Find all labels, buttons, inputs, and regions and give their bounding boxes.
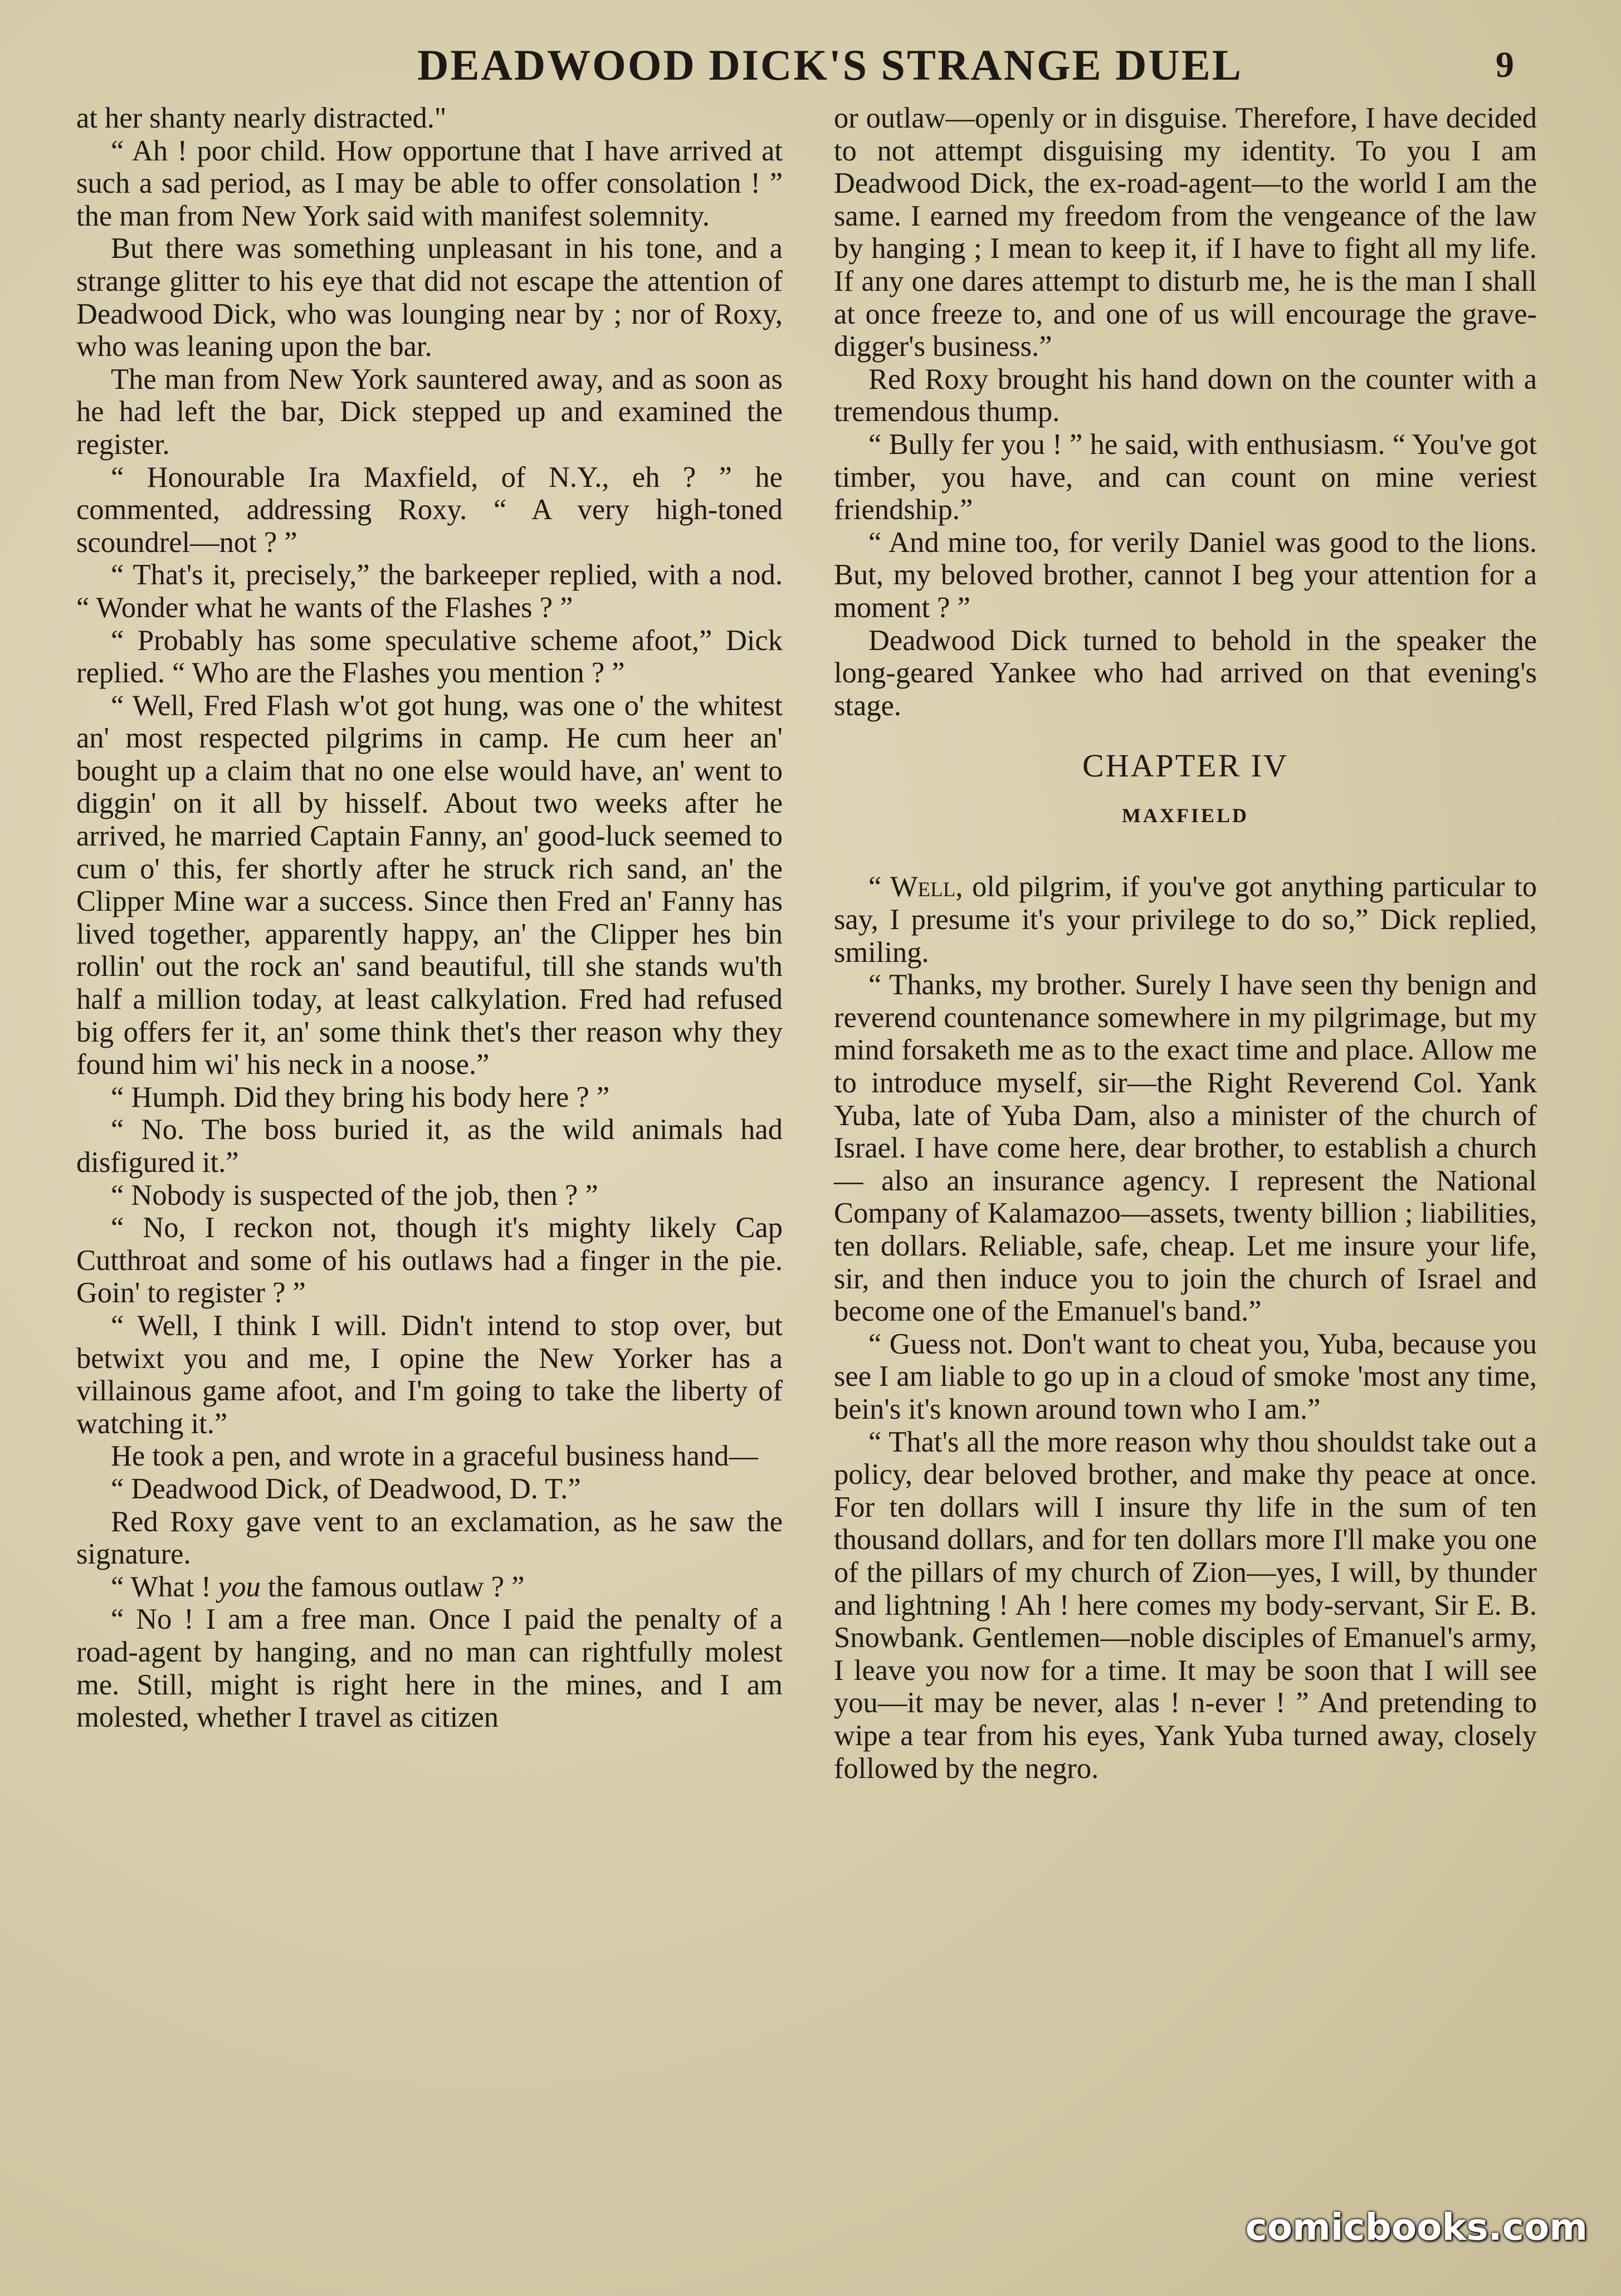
paragraph: “ And mine too, for verily Daniel was good to the lions. But, my beloved brother, cannot I beg your attention for a moment ? ” — [834, 526, 1537, 624]
paragraph — [834, 871, 1537, 969]
chapter-heading: CHAPTER IV — [1082, 748, 1288, 784]
paragraph: “ Deadwood Dick, of Deadwood, D. T.” — [111, 1472, 581, 1505]
paragraph: at her shanty nearly distracted." — [76, 102, 447, 134]
paragraph: “ Humph. Did they bring his body here ? ” — [111, 1081, 610, 1113]
watermark: comicbooks.com — [1245, 2206, 1588, 2249]
running-head — [0, 35, 1621, 96]
emphasized-word: you — [218, 1570, 261, 1603]
paragraph: “ Ah ! poor child. How opportune that I have arrived at such a sad period, as I may be able to offer consolation ! ” the man from New York said with manifest solemnity. — [76, 134, 783, 232]
paragraph: “ No, I reckon not, though it's mighty likely Cap Cutthroat and some of his outlaws had a finger in the pie. Goin' to register ? ” — [76, 1211, 783, 1310]
paragraph: “ Thanks, my brother. Surely I have seen thy benign and reverend countenance somewhere in my pilgrimage, but my mind forsaketh me as to the exact time and place. Allow me to introduce myself, sir—the Right Reverend Col. Yank Yuba, late of Yuba Dam, also a minister of the church of Israel. I have come here, dear brother, to establish a church — also an insurance agency. I represent the National Company of Kalamazoo—assets, twenty billion ; liabilities, ten dollars. Reliable, safe, cheap. Let me insure your life, sir, and then induce you to join the church of Israel and become one of the Emanuel's band.” — [834, 969, 1537, 1328]
paragraph: The man from New York sauntered away, and as soon as he had left the bar, Dick stepped up and examined the register. — [76, 363, 783, 461]
paragraph: Red Roxy brought his hand down on the counter with a tremendous thump. — [834, 363, 1537, 428]
paragraph: “ Guess not. Don't want to cheat you, Yuba, because you see I am liable to go up in a cloud of smoke 'most any time, bein's it's known around town who I am.” — [834, 1327, 1537, 1425]
paragraph: “ Well, I think I will. Didn't intend to stop over, but betwixt you and me, I opine the New Yorker has a villainous game afoot, and I'm going to take the liberty of watching it.” — [76, 1309, 783, 1440]
paragraph: “ Honourable Ira Maxfield, of N.Y., eh ? ” he commented, addressing Roxy. “ A very high-toned scoundrel—not ? ” — [76, 461, 783, 559]
chapter-subheading: MAXFIELD — [1122, 804, 1249, 827]
page-number: 9 — [1496, 45, 1514, 85]
text-run: “ What ! — [111, 1570, 218, 1603]
paragraph: “ That's all the more reason why thou shouldst take out a policy, dear beloved brother, and make thy peace at once. For ten dollars will I insure thy life in the sum of ten thousand dollars, and for ten dollars more I'll make you one of the pillars of my church of Zion—yes, I will, by thunder and lightning ! Ah ! here comes my body-servant, Sir E. B. Snowbank. Gentlemen—noble disciples of Emanuel's army, I leave you now for a time. It may be soon that I will see you—it may be never, alas ! n-ever ! ” And pretending to wipe a tear from his eyes, Yank Yuba turned away, closely followed by the negro. — [834, 1425, 1537, 1785]
paragraph: “ Nobody is suspected of the job, then ? ” — [111, 1179, 598, 1211]
paragraph: “ Well, Fred Flash w'ot got hung, was one o' the whitest an' most respected pilgrims in camp. He cum heer an' bought up a claim that no one else would have, an' went to diggin' on it all by hisself. About two weeks after he arrived, he married Captain Fanny, an' good-luck seemed to cum o' this, fer shortly after he struck rich sand, an' the Clipper Mine war a success. Since then Fred an' Fanny has lived together, apparently happy, an' the Clipper hes bin rollin' out the rock an' sand beautiful, till she stands wu'th half a million today, at least calkylation. Fred had refused big offers fer it, an' some think thet's ther reason why they found him wi' his neck in a noose.” — [76, 689, 783, 1081]
paragraph: “ Bully fer you ! ” he said, with enthusiasm. “ You've got timber, you have, and can count on mine veriest friendship.” — [834, 428, 1537, 526]
paragraph: or outlaw—openly or in disguise. Therefore, I have decided to not attempt disguising my identity. To you I am Deadwood Dick, the ex-road-agent—to the world I am the same. I earned my freedom from the vengeance of the law by hanging ; I mean to keep it, if I have to fight all my life. If any one dares attempt to disturb me, he is the man I shall at once freeze to, and one of us will encourage the grave-digger's business.” — [834, 102, 1537, 363]
text-run: the famous outlaw ? ” — [260, 1570, 525, 1603]
right-column — [834, 102, 1537, 1785]
paragraph: He took a pen, and wrote in a graceful business hand— — [111, 1440, 758, 1473]
paragraph: “ That's it, precisely,” the barkeeper replied, with a nod. “ Wonder what he wants of the Flashes ? ” — [76, 559, 783, 624]
paragraph: “ Probably has some speculative scheme afoot,” Dick replied. “ Who are the Flashes you mention ? ” — [76, 624, 783, 690]
paragraph: But there was something unpleasant in his tone, and a strange glitter to his eye that did not escape the attention of Deadwood Dick, who was lounging near by ; nor of Roxy, who was leaning upon the bar. — [76, 232, 783, 363]
opening-word: “ Well, — [868, 871, 963, 903]
paragraph: Red Roxy gave vent to an exclamation, as he saw the signature. — [76, 1505, 783, 1571]
paragraph: “ No. The boss buried it, as the wild animals had disfigured it.” — [76, 1113, 783, 1179]
running-title: DEADWOOD DICK'S STRANGE DUEL — [417, 41, 1243, 89]
paragraph: “ No ! I am a free man. Once I paid the penalty of a road-agent by hanging, and no man can rightfully molest me. Still, might is right here in the mines, and I am molested, whether I travel as citizen — [76, 1603, 783, 1734]
paragraph — [76, 1571, 783, 1604]
paragraph: Deadwood Dick turned to behold in the speaker the long-geared Yankee who had arrived on that evening's stage. — [834, 624, 1537, 722]
text-run: old pilgrim, if you've got anything particular to say, I presume it's your privilege to do so,” Dick replied, smiling. — [834, 871, 1537, 969]
left-column — [76, 102, 783, 1734]
